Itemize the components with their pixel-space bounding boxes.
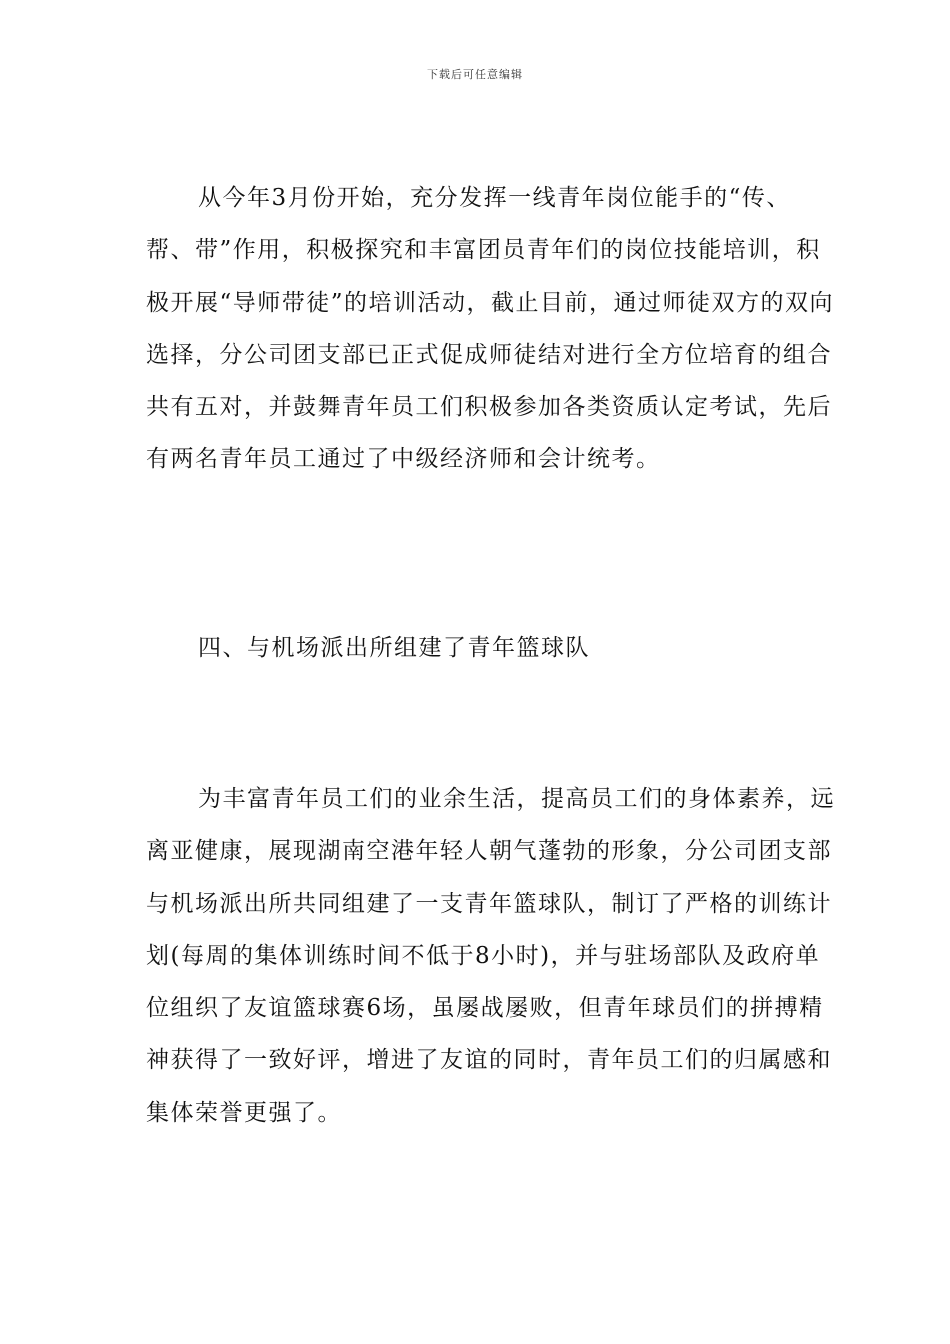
paragraph-basketball: 为丰富青年员工们的业余生活，提高员工们的身体素养，远离亚健康，展现湖南空港年轻人朝气蓬勃的形象，分公司团支部与机场派出所共同组建了一支青年篮球队，制订了严格的训练计划(每周的集体训练时间不低于8小时)，并与驻场部队及政府单位组织了友谊篮球赛6场，虽屡战屡败，但青年球员们的拼搏精神获得了一致好评，增进了友谊的同时，青年员工们的归属感和集体荣誉更强了。 [146,786,835,1126]
page-header-note: 下载后可任意编辑 [427,68,523,81]
section-heading-basketball: 四、与机场派出所组建了青年篮球队 [198,635,590,661]
paragraph-training: 从今年3月份开始，充分发挥一线青年岗位能手的“传、帮、带”作用，积极探究和丰富团员青年们的岗位技能培训，积极开展“导师带徒”的培训活动，截止目前，通过师徒双方的双向选择，分公司团支部已正式促成师徒结对进行全方位培育的组合共有五对，并鼓舞青年员工们积极参加各类资质认定考试，先后有两名青年员工通过了中级经济师和会计统考。 [146,185,835,473]
